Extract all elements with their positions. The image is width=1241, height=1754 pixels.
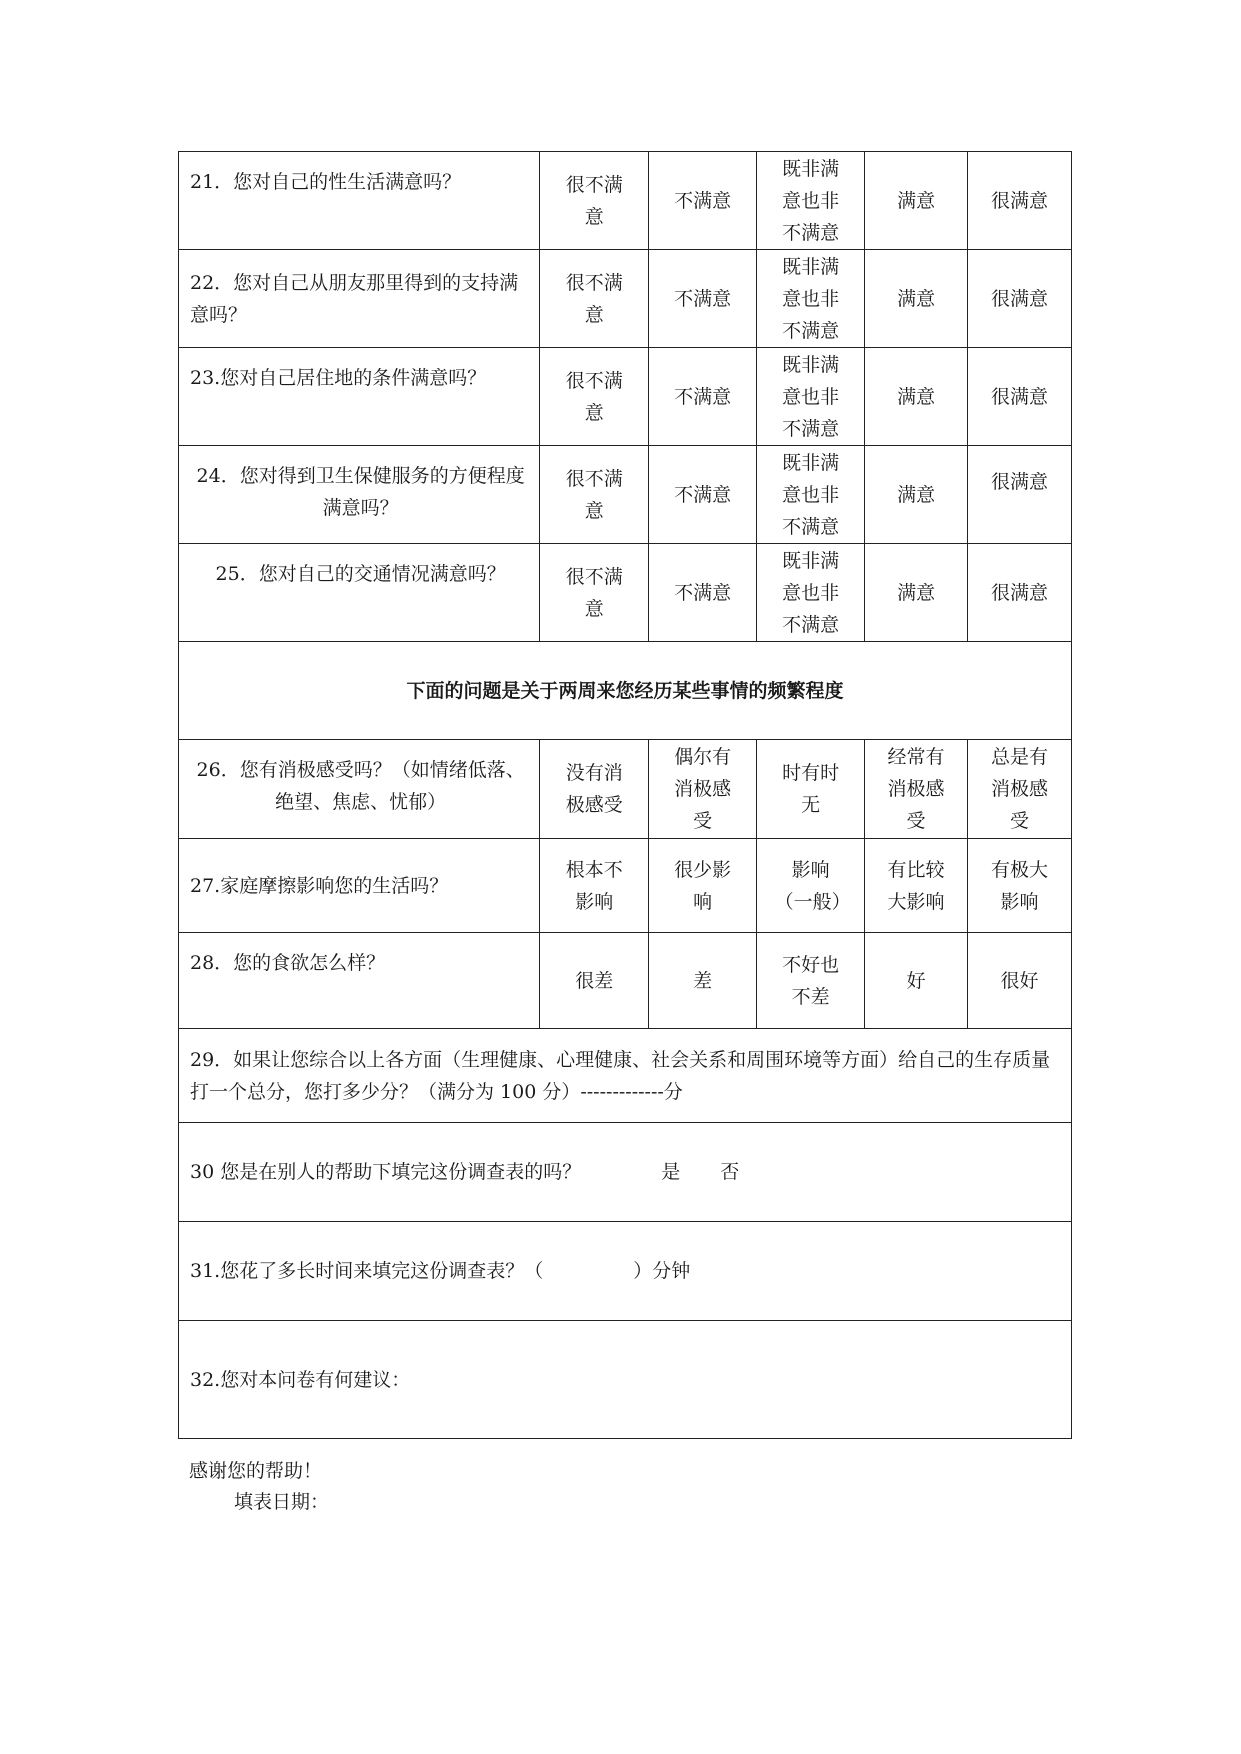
option-label: 满意: [897, 385, 936, 408]
option-label: 不好也不差: [782, 953, 840, 1008]
question-text: 22．您对自己从朋友那里得到的支持满意吗？: [179, 250, 540, 348]
option-neutral[interactable]: [757, 152, 865, 250]
question-row-26: [179, 740, 1072, 839]
question-31-suffix: ）分钟: [633, 1260, 691, 1282]
option-label: 偶尔有消极感受: [674, 746, 732, 832]
option-label: 有极大影响: [991, 858, 1049, 913]
option-label: 时有时无: [782, 762, 840, 816]
option-label: 很不满意: [565, 565, 623, 620]
option-dissatisfied[interactable]: [649, 152, 757, 250]
option-very-dissatisfied[interactable]: [540, 446, 649, 544]
option-label: 满意: [897, 189, 936, 212]
option-very-poor[interactable]: [540, 933, 649, 1029]
option-satisfied[interactable]: [865, 152, 968, 250]
question-row-23: [179, 348, 1072, 446]
option-neutral[interactable]: [757, 348, 865, 446]
option-label: 很满意: [991, 385, 1049, 408]
section-header-row: [179, 642, 1072, 740]
option-very-dissatisfied[interactable]: [540, 544, 649, 642]
option-satisfied[interactable]: [865, 348, 968, 446]
question-29-text[interactable]: 29．如果让您综合以上各方面（生理健康、心理健康、社会关系和周围环境等方面）给自己的生存质量打一个总分，您打多少分？（满分为 100 分）-------------分: [179, 1029, 1072, 1123]
option-very-satisfied[interactable]: [968, 446, 1072, 544]
option-extreme[interactable]: [968, 839, 1072, 933]
option-dissatisfied[interactable]: [649, 544, 757, 642]
option-label: 既非满意也非不满意: [782, 451, 840, 538]
option-satisfied[interactable]: [865, 446, 968, 544]
option-label: 很不满意: [565, 467, 623, 522]
option-poor[interactable]: [649, 933, 757, 1029]
question-text: 27.家庭摩擦影响您的生活吗？: [179, 839, 540, 933]
question-text: 23.您对自己居住地的条件满意吗？: [179, 348, 540, 446]
question-30-cell: [179, 1123, 1072, 1222]
option-label: 既非满意也非不满意: [782, 549, 840, 636]
question-row-22: [179, 250, 1072, 348]
option-label: 很不满意: [565, 271, 623, 326]
option-considerable[interactable]: [865, 839, 968, 933]
option-label: 不满意: [674, 287, 732, 310]
question-text: 28．您的食欲怎么样？: [179, 933, 540, 1029]
thanks-text: 感谢您的帮助！: [189, 1460, 323, 1482]
option-label: 不满意: [674, 385, 732, 408]
question-text: 24．您对得到卫生保健服务的方便程度满意吗？: [179, 446, 540, 544]
question-30-text: 30 您是在别人的帮助下填完这份调查表的吗？: [190, 1161, 582, 1183]
option-label: 经常有消极感受: [887, 746, 945, 832]
option-label: 好: [906, 969, 926, 992]
option-label: 不满意: [674, 581, 732, 604]
option-very-good[interactable]: [968, 933, 1072, 1029]
option-label: 很少影响: [674, 858, 732, 913]
option-label: 不满意: [674, 483, 732, 506]
option-label: 满意: [897, 287, 936, 310]
question-row-24: [179, 446, 1072, 544]
date-label: 填表日期：: [234, 1491, 330, 1513]
option-sometimes[interactable]: [757, 740, 865, 839]
option-very-dissatisfied[interactable]: [540, 348, 649, 446]
option-dissatisfied[interactable]: [649, 446, 757, 544]
question-row-21: [179, 152, 1072, 250]
option-neutral[interactable]: [757, 446, 865, 544]
option-neutral[interactable]: [757, 544, 865, 642]
question-row-30: [179, 1123, 1072, 1222]
question-row-28: [179, 933, 1072, 1029]
option-occasionally[interactable]: [649, 740, 757, 839]
option-label: 差: [693, 969, 713, 992]
option-label: 不满意: [674, 189, 732, 212]
option-neither[interactable]: [757, 933, 865, 1029]
option-label: 很满意: [991, 189, 1049, 212]
question-31-cell: [179, 1222, 1072, 1321]
option-label: 满意: [897, 581, 936, 604]
survey-table: [178, 151, 1072, 1439]
option-moderate[interactable]: [757, 839, 865, 933]
option-label: 既非满意也非不满意: [782, 255, 840, 342]
option-label: 既非满意也非不满意: [782, 353, 840, 440]
option-satisfied[interactable]: [865, 250, 968, 348]
option-never[interactable]: [540, 740, 649, 839]
section-header: 下面的问题是关于两周来您经历某些事情的频繁程度: [179, 642, 1072, 740]
question-text: 21．您对自己的性生活满意吗？: [179, 152, 540, 250]
option-label: 很好: [1000, 969, 1039, 992]
answer-yes[interactable]: 是: [661, 1161, 681, 1183]
option-label: 很满意: [991, 287, 1049, 310]
question-32-text: 32.您对本问卷有何建议：: [190, 1368, 411, 1391]
question-row-29: [179, 1029, 1072, 1123]
option-very-dissatisfied[interactable]: [540, 250, 649, 348]
option-label: 很差: [575, 969, 614, 992]
option-label: 根本不影响: [565, 858, 623, 913]
option-very-satisfied[interactable]: [968, 348, 1072, 446]
option-label: 有比较大影响: [887, 858, 945, 913]
option-very-satisfied[interactable]: [968, 544, 1072, 642]
question-31-prefix: 31.您花了多长时间来填完这份调查表？（: [190, 1260, 544, 1282]
option-dissatisfied[interactable]: [649, 348, 757, 446]
option-satisfied[interactable]: [865, 544, 968, 642]
question-row-27: [179, 839, 1072, 933]
option-label: 很满意: [991, 471, 1049, 493]
option-often[interactable]: [865, 740, 968, 839]
option-label: 总是有消极感受: [991, 746, 1049, 832]
option-very-satisfied[interactable]: [968, 152, 1072, 250]
option-label: 很不满意: [565, 369, 623, 424]
option-label: 很不满意: [565, 173, 623, 228]
option-neutral[interactable]: [757, 250, 865, 348]
option-very-dissatisfied[interactable]: [540, 152, 649, 250]
option-always[interactable]: [968, 740, 1072, 839]
option-little[interactable]: [649, 839, 757, 933]
option-label: 满意: [897, 483, 936, 506]
question-32-cell[interactable]: [179, 1321, 1072, 1439]
option-label: 影响（一般）: [774, 858, 851, 913]
question-row-32: [179, 1321, 1072, 1439]
question-row-31: [179, 1222, 1072, 1321]
option-dissatisfied[interactable]: [649, 250, 757, 348]
option-label: 很满意: [991, 581, 1049, 604]
option-not-at-all[interactable]: [540, 839, 649, 933]
option-good[interactable]: [865, 933, 968, 1029]
answer-no[interactable]: 否: [720, 1161, 740, 1183]
option-very-satisfied[interactable]: [968, 250, 1072, 348]
question-text: 26．您有消极感受吗？（如情绪低落、绝望、焦虑、忧郁）: [179, 740, 540, 839]
option-label: 没有消极感受: [565, 762, 623, 816]
question-text: 25．您对自己的交通情况满意吗？: [179, 544, 540, 642]
question-row-25: [179, 544, 1072, 642]
option-label: 既非满意也非不满意: [782, 157, 840, 244]
